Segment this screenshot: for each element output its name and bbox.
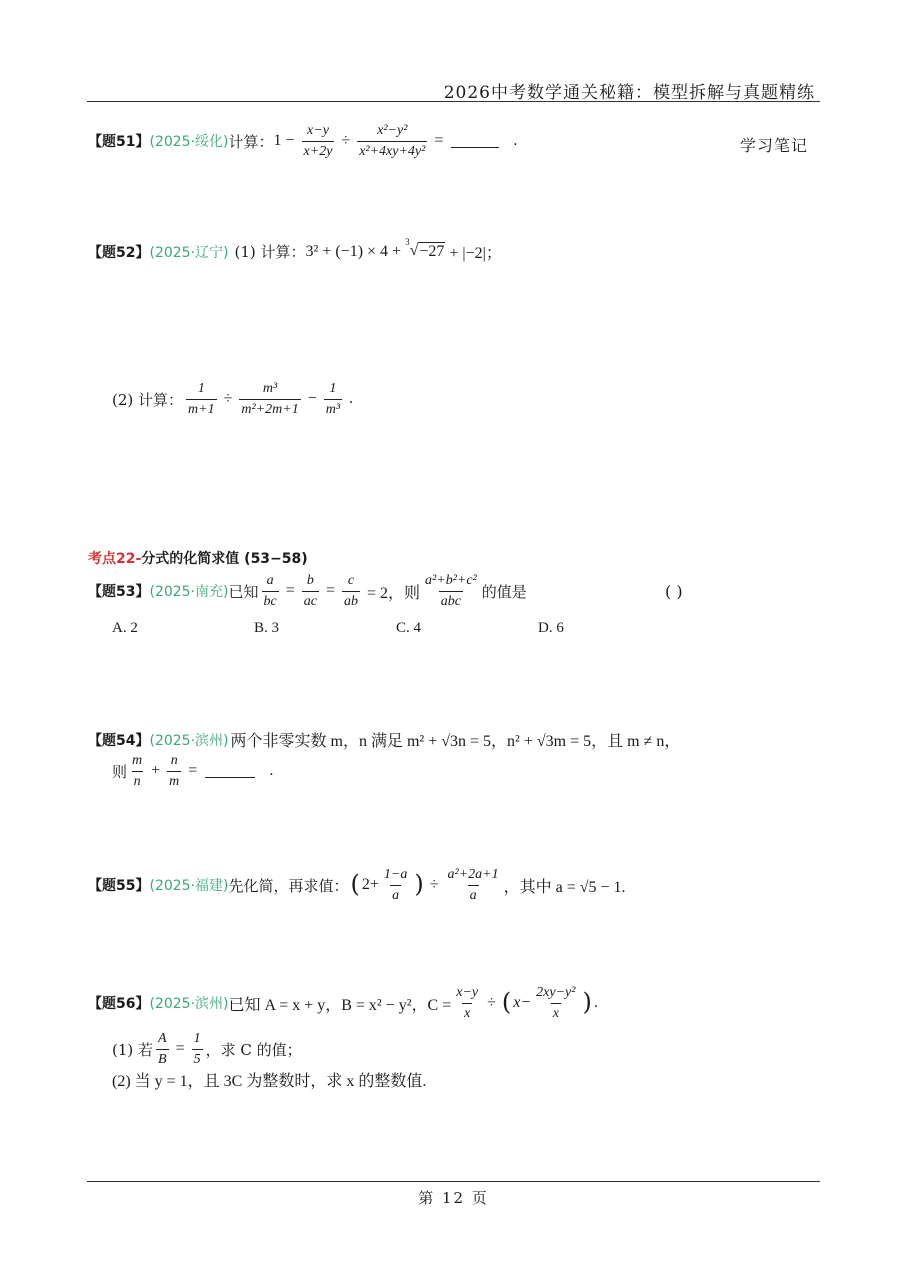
choice-b[interactable]: B. 3 bbox=[254, 620, 280, 636]
right-paren: ) bbox=[414, 870, 424, 898]
question-label: 则 bbox=[112, 762, 128, 781]
question-56 bbox=[88, 984, 598, 1022]
denominator: n bbox=[132, 771, 143, 791]
math-op: ÷ bbox=[429, 876, 439, 893]
denominator: m+1 bbox=[186, 399, 217, 419]
denominator: bc bbox=[262, 591, 279, 611]
fraction bbox=[156, 1030, 169, 1068]
math-op: . bbox=[513, 132, 518, 149]
question-label: 先化简，再求值： bbox=[228, 876, 349, 895]
left-paren: ( bbox=[350, 870, 360, 898]
fraction bbox=[262, 572, 279, 610]
question-54-line-2 bbox=[112, 752, 277, 790]
radicand: −27 bbox=[419, 243, 445, 260]
part-label: (2) 计算： bbox=[112, 390, 184, 409]
radical-sign: √ bbox=[409, 242, 419, 259]
answer-parentheses[interactable]: ( ) bbox=[665, 582, 683, 601]
part-text: ，求 C 的值； bbox=[205, 1040, 302, 1059]
fraction bbox=[130, 752, 144, 790]
math-op: + bbox=[151, 762, 161, 779]
math-expression: 2+ bbox=[361, 876, 379, 893]
numerator: x−y bbox=[456, 985, 479, 1000]
fraction bbox=[167, 752, 181, 790]
denominator: 5 bbox=[192, 1049, 203, 1069]
cube-root: 3 √ −27 bbox=[405, 237, 445, 260]
question-source: (2025·滨州) bbox=[149, 996, 229, 1012]
question-tag: 【题54】 bbox=[88, 732, 150, 749]
choice-d[interactable]: D. 6 bbox=[538, 620, 564, 636]
question-56-part-2 bbox=[112, 1068, 426, 1091]
numerator: 1 bbox=[193, 1031, 201, 1046]
question-tag: 【题51】 bbox=[88, 134, 150, 150]
math-op: ÷ bbox=[223, 390, 233, 407]
question-tag: 【题56】 bbox=[88, 996, 150, 1012]
math-op: = bbox=[175, 1040, 185, 1057]
denominator: x bbox=[462, 1003, 472, 1023]
numerator: c bbox=[347, 573, 355, 588]
denominator: x+2y bbox=[302, 141, 335, 161]
fraction bbox=[423, 572, 479, 610]
question-tail: 的值是 bbox=[481, 582, 527, 601]
math-op: . bbox=[269, 762, 274, 779]
numerator: A bbox=[158, 1031, 167, 1046]
question-54 bbox=[88, 728, 680, 751]
question-label: 计算： bbox=[228, 132, 274, 151]
fraction bbox=[302, 122, 335, 160]
footer-rule bbox=[87, 1181, 820, 1182]
math-expression: = 2，则 bbox=[367, 584, 421, 602]
answer-blank[interactable] bbox=[451, 147, 499, 148]
question-text: 两个非零实数 m，n 满足 m² + √3n = 5，n² + √3m = 5，且 m ≠ n， bbox=[230, 733, 681, 750]
denominator: abc bbox=[439, 591, 463, 611]
answer-blank[interactable] bbox=[205, 777, 255, 778]
section-title: 分式的化简求值 (53−58) bbox=[141, 551, 308, 567]
header-rule bbox=[87, 101, 820, 102]
numerator: a²+b²+c² bbox=[425, 573, 477, 588]
numerator: m bbox=[132, 753, 143, 768]
math-op: − bbox=[285, 132, 295, 149]
math-op: ÷ bbox=[487, 994, 496, 1011]
math-op: = bbox=[188, 762, 198, 779]
math-op: . bbox=[593, 994, 598, 1011]
fraction bbox=[534, 984, 577, 1022]
math-one: 1 bbox=[273, 132, 282, 149]
math-op: ÷ bbox=[341, 132, 351, 149]
question-source: (2025·福建) bbox=[149, 878, 229, 894]
part-label: (1) 计算： bbox=[234, 243, 306, 261]
math-op: . bbox=[349, 390, 354, 407]
question-tail: ，其中 a = √5 − 1. bbox=[503, 878, 626, 896]
numerator: a²+2a+1 bbox=[447, 867, 499, 882]
page-number: 第 12 页 bbox=[418, 1189, 489, 1207]
part-label: (1) 若 bbox=[112, 1040, 154, 1059]
numerator: m³ bbox=[262, 381, 278, 396]
question-tag: 【题52】 bbox=[88, 244, 150, 261]
fraction bbox=[446, 866, 501, 904]
section-heading bbox=[88, 548, 308, 568]
question-source: (2025·滨州) bbox=[149, 732, 229, 749]
denominator: ac bbox=[302, 591, 319, 611]
numerator: a bbox=[266, 573, 274, 588]
choice-a[interactable]: A. 2 bbox=[112, 620, 138, 636]
question-52-part-2 bbox=[112, 380, 357, 418]
denominator: m³ bbox=[324, 399, 342, 419]
math-expression: + |−2|； bbox=[449, 245, 502, 262]
question-label: 已知 bbox=[228, 582, 259, 601]
question-given: 已知 A = x + y，B = x² − y²，C = bbox=[228, 996, 452, 1014]
denominator: m bbox=[167, 771, 181, 791]
section-prefix: 考点22- bbox=[88, 551, 142, 567]
question-55 bbox=[88, 866, 626, 904]
math-op: = bbox=[434, 132, 444, 149]
fraction bbox=[239, 380, 300, 418]
denominator: a bbox=[468, 885, 479, 905]
fraction bbox=[454, 984, 480, 1022]
part-text: (2) 当 y = 1，且 3C 为整数时，求 x 的整数值. bbox=[112, 1073, 427, 1090]
fraction bbox=[186, 380, 217, 418]
math-expression: 3² + (−1) × 4 + bbox=[305, 242, 402, 260]
numerator: 2xy−y² bbox=[536, 985, 576, 1000]
math-op: = bbox=[325, 582, 336, 599]
fraction bbox=[382, 866, 409, 904]
question-source: (2025·辽宁) bbox=[149, 244, 229, 261]
right-paren: ) bbox=[582, 988, 592, 1016]
numerator: x−y bbox=[307, 123, 329, 138]
numerator: n bbox=[170, 753, 178, 768]
header-title: 2026中考数学通关秘籍：模型拆解与真题精练 bbox=[443, 83, 815, 103]
study-notes-label: 学习笔记 bbox=[740, 136, 809, 155]
fraction bbox=[302, 572, 319, 610]
fraction bbox=[192, 1030, 203, 1068]
numerator: 1 bbox=[197, 381, 205, 396]
question-source: (2025·绥化) bbox=[149, 134, 229, 150]
numerator: x²−y² bbox=[377, 123, 408, 138]
math-op: − bbox=[307, 390, 317, 407]
left-paren: ( bbox=[501, 988, 512, 1016]
question-51 bbox=[88, 122, 521, 160]
numerator: 1 bbox=[329, 381, 337, 396]
question-53 bbox=[88, 572, 527, 610]
denominator: B bbox=[156, 1049, 169, 1069]
math-op: = bbox=[285, 582, 295, 599]
question-tag: 【题53】 bbox=[88, 584, 150, 600]
fraction bbox=[324, 380, 342, 418]
denominator: m²+2m+1 bbox=[239, 399, 300, 419]
denominator: a bbox=[390, 885, 401, 905]
numerator: b bbox=[306, 573, 314, 588]
math-expression: x− bbox=[513, 994, 532, 1011]
numerator: 1−a bbox=[383, 867, 408, 882]
denominator: ab bbox=[342, 591, 360, 611]
question-tag: 【题55】 bbox=[88, 878, 150, 894]
denominator: x bbox=[551, 1003, 561, 1023]
fraction bbox=[357, 122, 427, 160]
choice-c[interactable]: C. 4 bbox=[396, 620, 422, 636]
denominator: x²+4xy+4y² bbox=[357, 141, 427, 161]
question-source: (2025·南充) bbox=[149, 584, 229, 600]
question-56-part-1 bbox=[112, 1030, 302, 1068]
fraction bbox=[342, 572, 360, 610]
question-52 bbox=[88, 237, 502, 263]
